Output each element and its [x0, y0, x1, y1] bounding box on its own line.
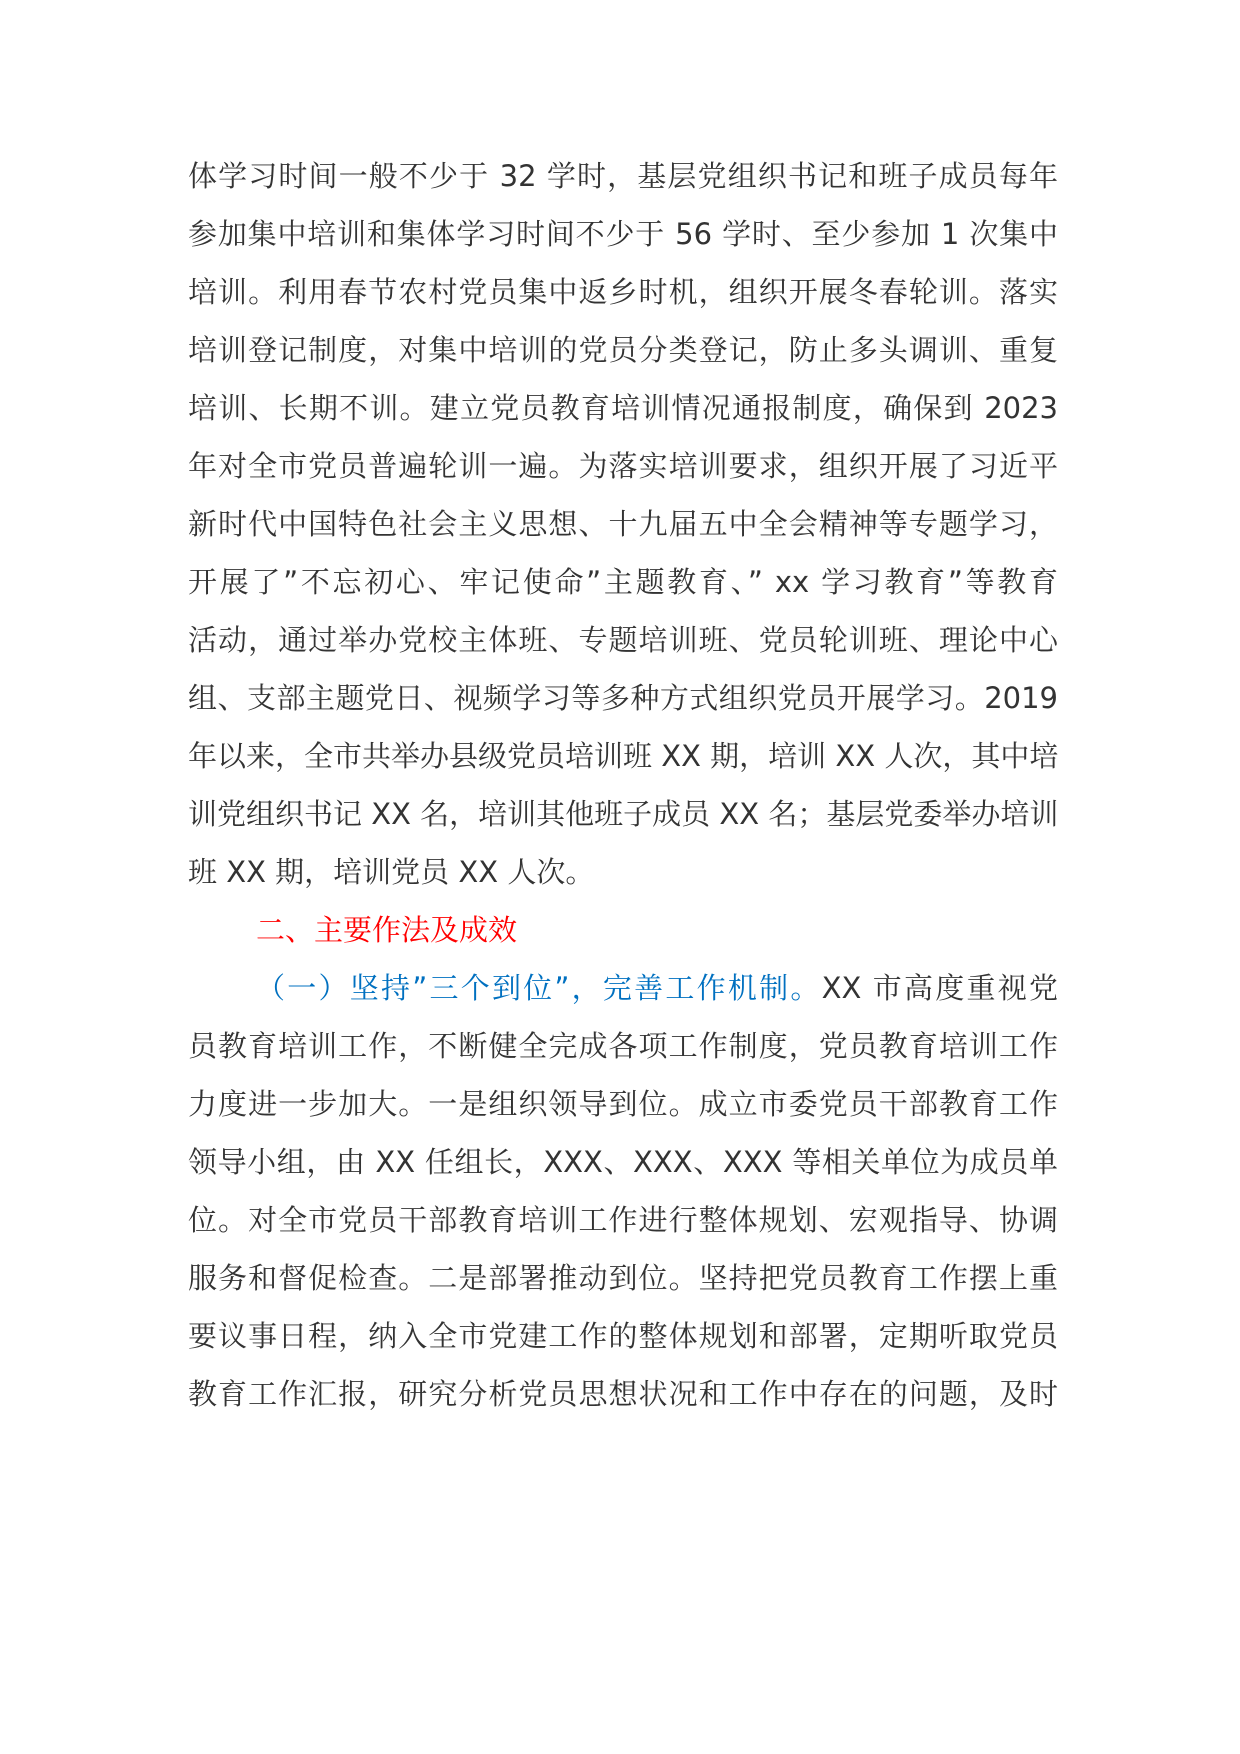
paragraph-line: 力度进一步加大。一是组织领导到位。成立市委党员干部教育工作	[188, 1087, 1058, 1121]
paragraph-line: 年对全市党员普遍轮训一遍。为落实培训要求，组织开展了习近平	[188, 449, 1058, 483]
subsection-first-line-text: XX 市高度重视党	[821, 971, 1058, 1005]
paragraph-line: 领导小组，由 XX 任组长，XXX、XXX、XXX 等相关单位为成员单	[188, 1145, 1058, 1179]
paragraph-line: 新时代中国特色社会主义思想、十九届五中全会精神等专题学习，	[188, 507, 1058, 541]
paragraph-line: 位。对全市党员干部教育培训工作进行整体规划、宏观指导、协调	[188, 1203, 1058, 1237]
paragraph-first-line	[256, 966, 1058, 1010]
paragraph-line: 组、支部主题党日、视频学习等多种方式组织党员开展学习。2019	[188, 681, 1058, 715]
paragraph-line: 培训登记制度，对集中培训的党员分类登记，防止多头调训、重复	[188, 333, 1058, 367]
paragraph-line: 教育工作汇报，研究分析党员思想状况和工作中存在的问题，及时	[188, 1377, 1058, 1411]
paragraph-line: 年以来，全市共举办县级党员培训班 XX 期，培训 XX 人次，其中培	[188, 739, 1059, 773]
paragraph-line: 训党组织书记 XX 名，培训其他班子成员 XX 名；基层党委举办培训	[188, 797, 1059, 831]
subsection-heading: （一）坚持”三个到位”，完善工作机制。	[256, 971, 822, 1005]
paragraph-line-last: 班 XX 期，培训党员 XX 人次。	[188, 855, 595, 889]
paragraph-line: 体学习时间一般不少于 32 学时，基层党组织书记和班子成员每年	[188, 159, 1058, 193]
paragraph-line: 服务和督促检查。二是部署推动到位。坚持把党员教育工作摆上重	[188, 1261, 1058, 1295]
paragraph-line: 参加集中培训和集体学习时间不少于 56 学时、至少参加 1 次集中	[188, 217, 1058, 251]
paragraph-line: 员教育培训工作，不断健全完成各项工作制度，党员教育培训工作	[188, 1029, 1058, 1063]
paragraph-line: 培训、长期不训。建立党员教育培训情况通报制度，确保到 2023	[188, 391, 1058, 425]
paragraph-line: 要议事日程，纳入全市党建工作的整体规划和部署，定期听取党员	[188, 1319, 1058, 1353]
section-heading: 二、主要作法及成效	[256, 913, 518, 947]
paragraph-line: 培训。利用春节农村党员集中返乡时机，组织开展冬春轮训。落实	[188, 275, 1058, 309]
paragraph-line: 活动，通过举办党校主体班、专题培训班、党员轮训班、理论中心	[188, 623, 1058, 657]
paragraph-line: 开展了”不忘初心、牢记使命”主题教育、” xx 学习教育”等教育	[188, 565, 1058, 599]
